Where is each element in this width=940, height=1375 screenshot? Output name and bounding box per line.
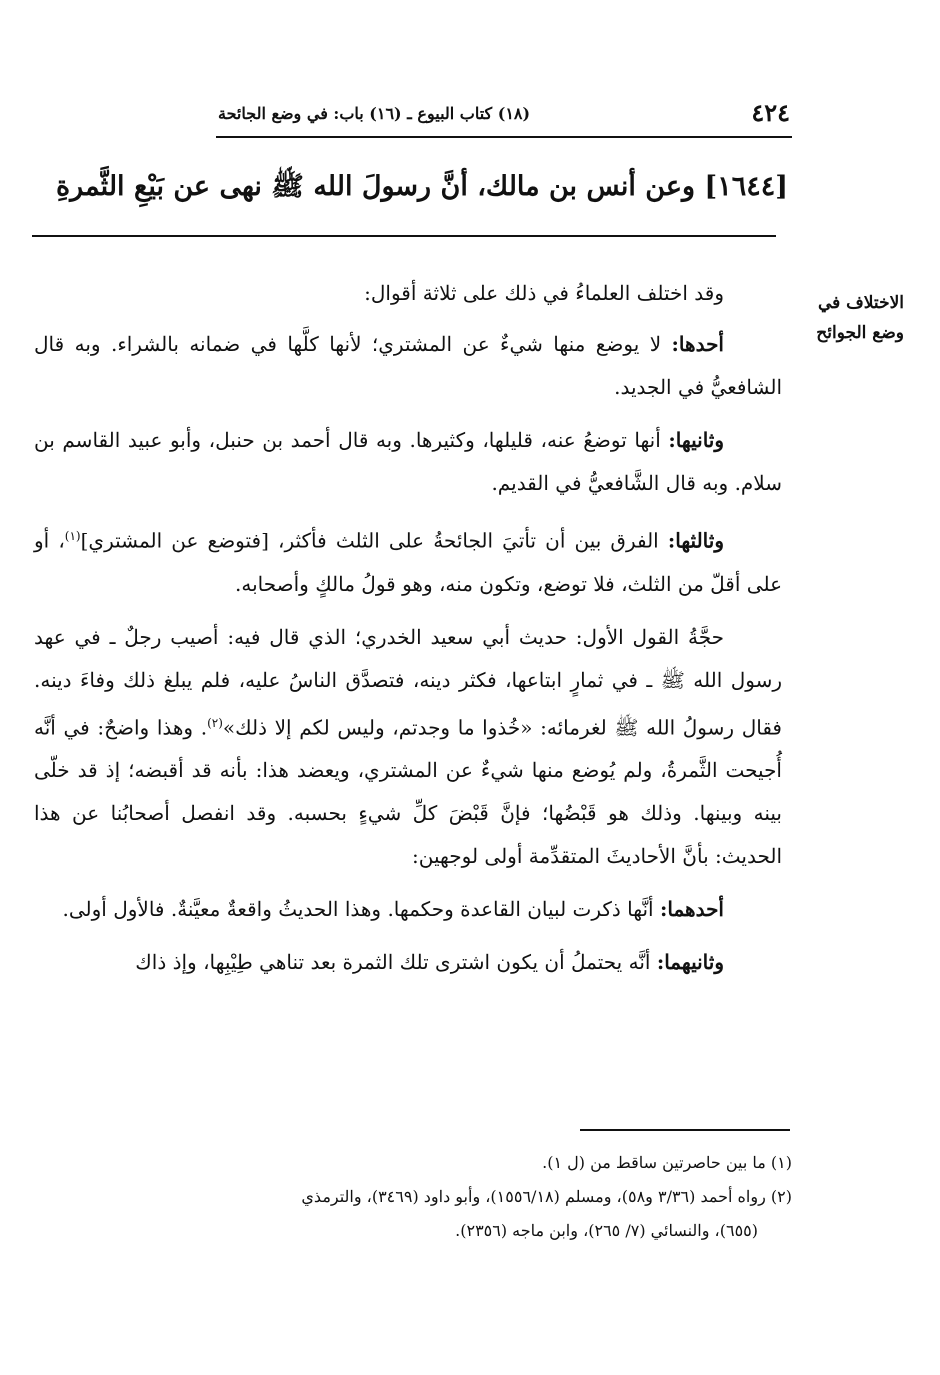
second-reason-lead: وثانيهما: xyxy=(656,950,724,975)
second-opinion-paragraph xyxy=(34,419,782,505)
first-opinion-paragraph xyxy=(34,323,782,409)
third-opinion-paragraph xyxy=(34,515,782,606)
hadith-line xyxy=(28,162,788,212)
hadith-number: [١٦٤٤] xyxy=(704,171,788,202)
intro-text: وقد اختلف العلماءُ في ذلك على ثلاثة أقوال: xyxy=(364,281,724,305)
first-reason-paragraph xyxy=(34,888,782,931)
third-opinion-text-a: الفرق بين أن تأتيَ الجائحةُ على الثلث فأكثر، [فتوضع عن المشتري] xyxy=(80,528,659,553)
footnote-ref-1[interactable]: (١) xyxy=(64,529,81,543)
first-opinion-text: لا يوضع منها شيءٌ عن المشتري؛ لأنها كلَّها في ضمانه بالشراء. وبه قال الشافعيُّ في الجديد. xyxy=(34,332,782,399)
footnote-1: (١) ما بين حاصرتين ساقط من (ل ١). xyxy=(542,1153,792,1172)
first-opinion-lead: أحدها: xyxy=(671,332,724,356)
running-title: (١٨) كتاب البيوع ـ (١٦) باب: في وضع الجائحة xyxy=(218,104,531,123)
footnote-2-line-1: (٢) رواه أحمد (٣/٣٦ و٥٨)، ومسلم (١٥٥٦/١٨)، وأبو داود (٣٤٦٩)، والترمذي xyxy=(301,1187,792,1206)
second-reason-paragraph xyxy=(34,941,782,984)
margin-note xyxy=(780,288,904,348)
second-reason-text: أنَّه يحتملُ أن يكون اشترى تلك الثمرة بعد تناهي طِيْبِها، وإذ ذاك xyxy=(135,950,651,975)
intro-paragraph xyxy=(34,272,782,315)
footnote-ref-2[interactable]: (٢) xyxy=(207,715,223,730)
second-opinion-lead: وثانيها: xyxy=(668,428,725,452)
hadith-text: وعن أنس بن مالك، أنَّ رسولَ الله ﷺ نهى عن بَيْعِ الثَّمرةِ xyxy=(56,171,696,202)
third-opinion-text-b: ، أو على أقلّ من الثلث، فلا توضع، وتكون منه، وهو قولُ مالكٍ وأصحابه. xyxy=(34,528,782,596)
page-number: ٤٢٤ xyxy=(751,98,790,127)
first-reason-text: أنَّها ذكرت لبيان القاعدة وحكمها. وهذا الحديثُ واقعةٌ معيَّنةٌ. فالأول أولى. xyxy=(62,897,654,922)
proof-text-a: حجَّةُ القول الأول: حديث أبي سعيد الخدري؛ الذي قال فيه: أصيب رجلٌ ـ في عهد رسول الله ﷺ ـ في ثمارٍ ابتاعها، فكثر دينه، فتصدَّق الناسُ عليه، فلم يبلغ ذلك وفاءَ دينه. فقال رسولُ الله ﷺ لغرمائه: «خُذوا ما وجدتم، وليس لكم إلا ذلك» xyxy=(34,624,782,740)
margin-note-line-1: الاختلاف في xyxy=(817,293,904,313)
header-divider xyxy=(216,136,792,138)
footnote-2-line-2: (٦٥٥)، والنسائي (٧/ ٢٦٥)، وابن ماجه (٢٣٥٦). xyxy=(455,1221,758,1240)
first-reason-lead: أحدهما: xyxy=(659,897,724,922)
third-opinion-lead: وثالثها: xyxy=(667,528,725,553)
footnote-divider xyxy=(580,1129,790,1131)
second-opinion-text: أنها توضعُ عنه، قليلها، وكثيرها. وبه قال أحمد بن حنبل، وأبو عبيد القاسم بن سلام. وبه قال الشَّافعيُّ في القديم. xyxy=(34,428,782,495)
proof-text-b: . وهذا واضحٌ: في أنَّه أُجيحت الثَّمرةُ، ولم يُوضع منها شيءٌ عن المشتري، ويعضد هذا: بأنه قد أقبضه؛ إذ قد خلّى بينه وبينها. وذلك هو قَبْضُها؛ فإنَّ قَبْضَ كلِّ شيءٍ بحسبه. وقد انفصل أصحابُنا عن هذا الحديث: بأنَّ الأحاديثَ المتقدِّمة أولى لوجهين: xyxy=(34,715,782,869)
hadith-divider xyxy=(32,235,776,237)
footnotes xyxy=(40,1146,792,1248)
first-opinion-proof-paragraph xyxy=(34,616,782,879)
page-header xyxy=(218,98,790,134)
commentary-text xyxy=(34,272,782,994)
margin-note-line-2: وضع الجوائح xyxy=(816,323,904,343)
